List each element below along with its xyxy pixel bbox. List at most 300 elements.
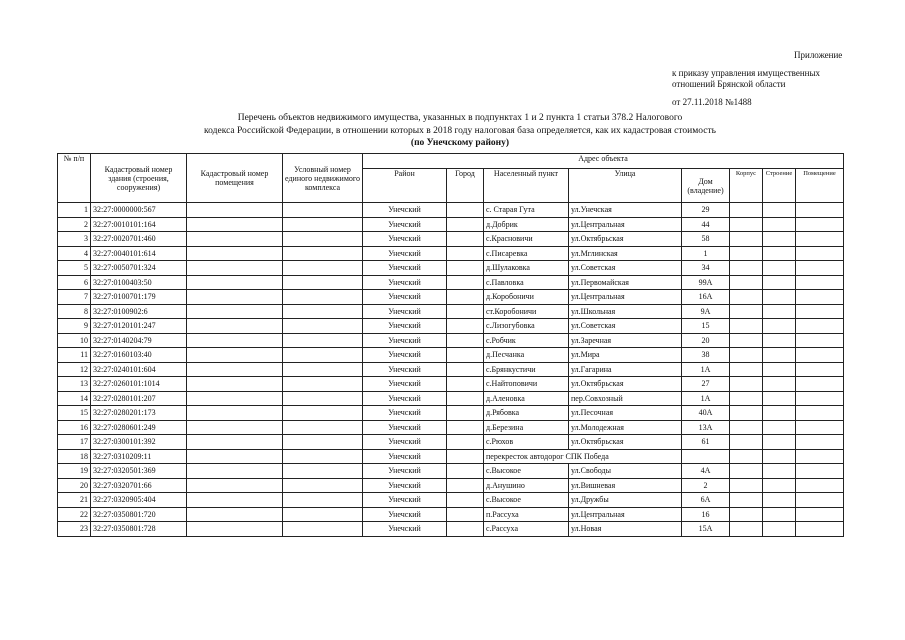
cell-locality: с.Рюхов xyxy=(484,435,569,450)
cell-complex-num xyxy=(283,333,363,348)
cell-street: ул.Заречная xyxy=(569,333,682,348)
cell-building xyxy=(730,319,763,334)
cell-building xyxy=(730,391,763,406)
cell-house: 99А xyxy=(682,275,730,290)
cell-city xyxy=(447,304,484,319)
cell-locality: с.Брянкустичи xyxy=(484,362,569,377)
cell-room xyxy=(796,203,844,218)
table-row xyxy=(58,478,844,493)
cell-locality: д.Рябовка xyxy=(484,406,569,421)
cell-premises-num xyxy=(187,522,283,537)
cell-locality: д.Шулаковка xyxy=(484,261,569,276)
table-row xyxy=(58,377,844,392)
cell-building xyxy=(730,203,763,218)
table-row xyxy=(58,507,844,522)
cell-locality: д.Коробоничи xyxy=(484,290,569,305)
cell-locality: с.Высокое xyxy=(484,493,569,508)
cell-num: 16 xyxy=(58,420,91,435)
cell-district: Унечский xyxy=(363,493,447,508)
cell-building xyxy=(730,333,763,348)
table-row xyxy=(58,362,844,377)
cell-num: 22 xyxy=(58,507,91,522)
cell-house: 38 xyxy=(682,348,730,363)
cell-district: Унечский xyxy=(363,464,447,479)
cell-premises-num xyxy=(187,435,283,450)
table-row xyxy=(58,420,844,435)
cell-building xyxy=(730,406,763,421)
header-building: Корпус xyxy=(730,169,763,203)
cell-room xyxy=(796,435,844,450)
table-row xyxy=(58,391,844,406)
cell-house: 29 xyxy=(682,203,730,218)
cell-num: 5 xyxy=(58,261,91,276)
cell-structure xyxy=(763,391,796,406)
cell-district: Унечский xyxy=(363,449,447,464)
cell-street: ул.Советская xyxy=(569,319,682,334)
cell-room xyxy=(796,449,844,464)
cell-cadastral: 32:27:0320905:404 xyxy=(91,493,187,508)
cell-room xyxy=(796,391,844,406)
cell-premises-num xyxy=(187,348,283,363)
cell-premises-num xyxy=(187,464,283,479)
cell-premises-num xyxy=(187,406,283,421)
table-row xyxy=(58,464,844,479)
cell-street: ул.Унечская xyxy=(569,203,682,218)
cell-street: ул.Школьная xyxy=(569,304,682,319)
cell-locality: д.Песчанка xyxy=(484,348,569,363)
cell-locality: с.Красновичи xyxy=(484,232,569,247)
cell-street: ул.Мира xyxy=(569,348,682,363)
cell-room xyxy=(796,217,844,232)
cell-street: ул.Центральная xyxy=(569,507,682,522)
cell-house: 58 xyxy=(682,232,730,247)
header-complex-num: Условный номер единого недвижимого комплекса xyxy=(283,154,363,203)
cell-city xyxy=(447,362,484,377)
cell-structure xyxy=(763,246,796,261)
cell-house: 34 xyxy=(682,261,730,276)
table-row xyxy=(58,261,844,276)
table-row xyxy=(58,522,844,537)
cell-complex-num xyxy=(283,449,363,464)
cell-premises-num xyxy=(187,290,283,305)
cell-premises-num xyxy=(187,507,283,522)
cell-cadastral: 32:27:0040101:614 xyxy=(91,246,187,261)
cell-city xyxy=(447,217,484,232)
cell-complex-num xyxy=(283,362,363,377)
cell-cadastral: 32:27:0280201:173 xyxy=(91,406,187,421)
cell-building xyxy=(730,493,763,508)
cell-building xyxy=(730,464,763,479)
table-row xyxy=(58,290,844,305)
cell-structure xyxy=(763,464,796,479)
cell-cadastral: 32:27:0280601:249 xyxy=(91,420,187,435)
cell-cadastral: 32:27:0350801:728 xyxy=(91,522,187,537)
table-row xyxy=(58,449,844,464)
table-row xyxy=(58,435,844,450)
cell-locality: п.Рассуха xyxy=(484,507,569,522)
cell-num: 4 xyxy=(58,246,91,261)
table-body xyxy=(58,203,844,537)
table-row xyxy=(58,275,844,290)
cell-building xyxy=(730,435,763,450)
cell-complex-num xyxy=(283,435,363,450)
cell-city xyxy=(447,522,484,537)
cell-premises-num xyxy=(187,333,283,348)
cell-room xyxy=(796,304,844,319)
cell-house: 61 xyxy=(682,435,730,450)
cell-premises-num xyxy=(187,478,283,493)
cell-street: ул.Советская xyxy=(569,261,682,276)
cell-city xyxy=(447,464,484,479)
cell-locality: с.Высокое xyxy=(484,464,569,479)
cell-complex-num xyxy=(283,478,363,493)
header-house: Дом (владение) xyxy=(682,169,730,203)
cell-building xyxy=(730,507,763,522)
cell-structure xyxy=(763,377,796,392)
cell-room xyxy=(796,319,844,334)
appendix-date-number: от 27.11.2018 №1488 xyxy=(672,97,752,107)
table-row xyxy=(58,493,844,508)
cell-num: 23 xyxy=(58,522,91,537)
document-heading-line1: Перечень объектов недвижимого имущества, указанных в подпунктах 1 и 2 пункта 1 статьи 378.2 Налогового xyxy=(237,113,683,123)
cell-cadastral: 32:27:0240101:604 xyxy=(91,362,187,377)
cell-cadastral: 32:27:0050701:324 xyxy=(91,261,187,276)
cell-locality: перекресток автодорог СПК Победа xyxy=(484,449,682,464)
cell-cadastral: 32:27:0160103:40 xyxy=(91,348,187,363)
header-address: Адрес объекта xyxy=(363,154,844,169)
cell-room xyxy=(796,290,844,305)
cell-building xyxy=(730,275,763,290)
cell-cadastral: 32:27:0320501:369 xyxy=(91,464,187,479)
cell-locality: с.Павловка xyxy=(484,275,569,290)
cell-premises-num xyxy=(187,203,283,218)
cell-building xyxy=(730,232,763,247)
cell-locality: с.Робчик xyxy=(484,333,569,348)
cell-street: пер.Совхозный xyxy=(569,391,682,406)
cell-room xyxy=(796,493,844,508)
cell-num: 10 xyxy=(58,333,91,348)
cell-street: ул.Дружбы xyxy=(569,493,682,508)
cell-street: ул.Первомайская xyxy=(569,275,682,290)
appendix-order-line: к приказу управления имущественных xyxy=(672,68,821,78)
cell-room xyxy=(796,507,844,522)
cell-locality: д.Аленовка xyxy=(484,391,569,406)
header-street: Улица xyxy=(569,169,682,203)
cell-room xyxy=(796,377,844,392)
table-row xyxy=(58,333,844,348)
table-row xyxy=(58,246,844,261)
table-row xyxy=(58,348,844,363)
cell-num: 15 xyxy=(58,406,91,421)
cell-num: 2 xyxy=(58,217,91,232)
cell-cadastral: 32:27:0020701:460 xyxy=(91,232,187,247)
header-room: Помещение xyxy=(796,169,844,203)
cell-complex-num xyxy=(283,261,363,276)
cell-num: 7 xyxy=(58,290,91,305)
cell-district: Унечский xyxy=(363,348,447,363)
cell-room xyxy=(796,246,844,261)
cell-district: Унечский xyxy=(363,478,447,493)
cell-structure xyxy=(763,261,796,276)
cell-structure xyxy=(763,507,796,522)
cell-room xyxy=(796,522,844,537)
cell-complex-num xyxy=(283,377,363,392)
cell-street: ул.Октябрьская xyxy=(569,435,682,450)
cell-structure xyxy=(763,449,796,464)
cell-room xyxy=(796,464,844,479)
cell-locality: д.Добрик xyxy=(484,217,569,232)
cell-house: 6А xyxy=(682,493,730,508)
cell-room xyxy=(796,275,844,290)
cell-house: 15 xyxy=(682,319,730,334)
cell-city xyxy=(447,435,484,450)
table-row xyxy=(58,304,844,319)
table-row xyxy=(58,232,844,247)
cell-room xyxy=(796,348,844,363)
cell-district: Унечский xyxy=(363,319,447,334)
cell-district: Унечский xyxy=(363,391,447,406)
cell-cadastral: 32:27:0280101:207 xyxy=(91,391,187,406)
table-row xyxy=(58,217,844,232)
cell-cadastral: 32:27:0100403:50 xyxy=(91,275,187,290)
cell-complex-num xyxy=(283,246,363,261)
cell-structure xyxy=(763,232,796,247)
header-district: Район xyxy=(363,169,447,203)
cell-complex-num xyxy=(283,275,363,290)
cell-city xyxy=(447,377,484,392)
cell-room xyxy=(796,333,844,348)
cell-house: 13А xyxy=(682,420,730,435)
cell-room xyxy=(796,420,844,435)
document-heading-line2: кодекса Российской Федерации, в отношении которых в 2018 году налоговая база определяется, как их кадастровая стоимость xyxy=(204,126,716,136)
cell-district: Унечский xyxy=(363,435,447,450)
cell-locality: с.Писаревка xyxy=(484,246,569,261)
cell-complex-num xyxy=(283,406,363,421)
cell-district: Унечский xyxy=(363,203,447,218)
cell-street: ул.Песочная xyxy=(569,406,682,421)
cell-num: 21 xyxy=(58,493,91,508)
cell-house: 1А xyxy=(682,362,730,377)
header-structure: Строение xyxy=(763,169,796,203)
cell-district: Унечский xyxy=(363,304,447,319)
cell-city xyxy=(447,478,484,493)
cell-house: 9А xyxy=(682,304,730,319)
cell-city xyxy=(447,420,484,435)
cell-city xyxy=(447,261,484,276)
cell-complex-num xyxy=(283,232,363,247)
cell-building xyxy=(730,261,763,276)
cell-num: 17 xyxy=(58,435,91,450)
cell-city xyxy=(447,203,484,218)
table-row xyxy=(58,319,844,334)
cell-street: ул.Октябрьская xyxy=(569,377,682,392)
cell-complex-num xyxy=(283,348,363,363)
cell-num: 9 xyxy=(58,319,91,334)
appendix-title: Приложение xyxy=(794,50,843,60)
cell-premises-num xyxy=(187,275,283,290)
cell-premises-num xyxy=(187,246,283,261)
cell-building xyxy=(730,420,763,435)
cell-street: ул.Свободы xyxy=(569,464,682,479)
cell-cadastral: 32:27:0100902:6 xyxy=(91,304,187,319)
cell-house: 2 xyxy=(682,478,730,493)
cell-complex-num xyxy=(283,217,363,232)
cell-house: 16 xyxy=(682,507,730,522)
cell-cadastral: 32:27:0310209:11 xyxy=(91,449,187,464)
cell-street: ул.Центральная xyxy=(569,217,682,232)
cell-city xyxy=(447,275,484,290)
cell-num: 20 xyxy=(58,478,91,493)
cell-city xyxy=(447,246,484,261)
cell-building xyxy=(730,362,763,377)
cell-premises-num xyxy=(187,449,283,464)
cell-locality: с. Старая Гута xyxy=(484,203,569,218)
cell-city xyxy=(447,449,484,464)
cell-num: 1 xyxy=(58,203,91,218)
cell-premises-num xyxy=(187,304,283,319)
cell-cadastral: 32:27:0300101:392 xyxy=(91,435,187,450)
cell-num: 11 xyxy=(58,348,91,363)
header-locality: Населенный пункт xyxy=(484,169,569,203)
cell-street: ул.Октябрьская xyxy=(569,232,682,247)
cell-building xyxy=(730,304,763,319)
cell-district: Унечский xyxy=(363,275,447,290)
cell-structure xyxy=(763,493,796,508)
cell-complex-num xyxy=(283,522,363,537)
header-cadastral: Кадастровый номер здания (строения, сооружения) xyxy=(91,154,187,203)
header-num: № п/п xyxy=(58,154,91,203)
cell-premises-num xyxy=(187,391,283,406)
cell-cadastral: 32:27:0010101:164 xyxy=(91,217,187,232)
cell-complex-num xyxy=(283,464,363,479)
cell-city xyxy=(447,406,484,421)
cell-cadastral: 32:27:0100701:179 xyxy=(91,290,187,305)
cell-structure xyxy=(763,406,796,421)
cell-premises-num xyxy=(187,362,283,377)
cell-city xyxy=(447,290,484,305)
cell-complex-num xyxy=(283,493,363,508)
cell-district: Унечский xyxy=(363,420,447,435)
cell-house: 1А xyxy=(682,391,730,406)
cell-structure xyxy=(763,203,796,218)
cell-complex-num xyxy=(283,391,363,406)
cell-premises-num xyxy=(187,377,283,392)
cell-num: 14 xyxy=(58,391,91,406)
table-row xyxy=(58,203,844,218)
cell-district: Унечский xyxy=(363,261,447,276)
cell-district: Унечский xyxy=(363,246,447,261)
cell-district: Унечский xyxy=(363,333,447,348)
cell-city xyxy=(447,333,484,348)
cell-structure xyxy=(763,319,796,334)
cell-city xyxy=(447,391,484,406)
cell-num: 8 xyxy=(58,304,91,319)
cell-premises-num xyxy=(187,319,283,334)
cell-premises-num xyxy=(187,261,283,276)
cell-structure xyxy=(763,304,796,319)
cell-building xyxy=(730,449,763,464)
cell-premises-num xyxy=(187,217,283,232)
cell-num: 19 xyxy=(58,464,91,479)
cell-house: 15А xyxy=(682,522,730,537)
cell-num: 6 xyxy=(58,275,91,290)
header-premises-num: Кадастровый номер помещения xyxy=(187,154,283,203)
cell-cadastral: 32:27:0120101:247 xyxy=(91,319,187,334)
cell-room xyxy=(796,406,844,421)
cell-district: Унечский xyxy=(363,232,447,247)
cell-locality: д.Анушино xyxy=(484,478,569,493)
cell-street: ул.Вишневая xyxy=(569,478,682,493)
cell-premises-num xyxy=(187,493,283,508)
cell-street: ул.Новая xyxy=(569,522,682,537)
cell-cadastral: 32:27:0350801:720 xyxy=(91,507,187,522)
cell-premises-num xyxy=(187,232,283,247)
cell-street: ул.Гагарина xyxy=(569,362,682,377)
cell-district: Унечский xyxy=(363,217,447,232)
cell-district: Унечский xyxy=(363,362,447,377)
cell-house: 40А xyxy=(682,406,730,421)
cell-locality: с.Найтоповичи xyxy=(484,377,569,392)
cell-house: 27 xyxy=(682,377,730,392)
cell-structure xyxy=(763,435,796,450)
cell-city xyxy=(447,507,484,522)
cell-cadastral: 32:27:0000000:567 xyxy=(91,203,187,218)
cell-structure xyxy=(763,362,796,377)
cell-house: 44 xyxy=(682,217,730,232)
cell-complex-num xyxy=(283,507,363,522)
cell-room xyxy=(796,261,844,276)
cell-complex-num xyxy=(283,290,363,305)
property-register-table xyxy=(57,153,844,537)
cell-district: Унечский xyxy=(363,290,447,305)
cell-city xyxy=(447,232,484,247)
cell-city xyxy=(447,319,484,334)
cell-building xyxy=(730,290,763,305)
cell-locality: с.Рассуха xyxy=(484,522,569,537)
cell-house: 16А xyxy=(682,290,730,305)
cell-complex-num xyxy=(283,319,363,334)
cell-house: 4А xyxy=(682,464,730,479)
cell-structure xyxy=(763,420,796,435)
cell-house: 1 xyxy=(682,246,730,261)
cell-structure xyxy=(763,478,796,493)
cell-building xyxy=(730,478,763,493)
cell-district: Унечский xyxy=(363,406,447,421)
cell-structure xyxy=(763,333,796,348)
cell-complex-num xyxy=(283,304,363,319)
cell-structure xyxy=(763,348,796,363)
cell-building xyxy=(730,348,763,363)
cell-district: Унечский xyxy=(363,522,447,537)
cell-room xyxy=(796,478,844,493)
cell-district: Унечский xyxy=(363,377,447,392)
cell-structure xyxy=(763,217,796,232)
cell-num: 13 xyxy=(58,377,91,392)
cell-structure xyxy=(763,275,796,290)
table-row xyxy=(58,406,844,421)
cell-room xyxy=(796,362,844,377)
cell-structure xyxy=(763,522,796,537)
cell-district: Унечский xyxy=(363,507,447,522)
cell-num: 12 xyxy=(58,362,91,377)
cell-house: 20 xyxy=(682,333,730,348)
cell-locality: ст.Коробоничи xyxy=(484,304,569,319)
cell-street: ул.Молодежная xyxy=(569,420,682,435)
cell-num: 3 xyxy=(58,232,91,247)
cell-room xyxy=(796,232,844,247)
cell-cadastral: 32:27:0140204:79 xyxy=(91,333,187,348)
cell-complex-num xyxy=(283,203,363,218)
